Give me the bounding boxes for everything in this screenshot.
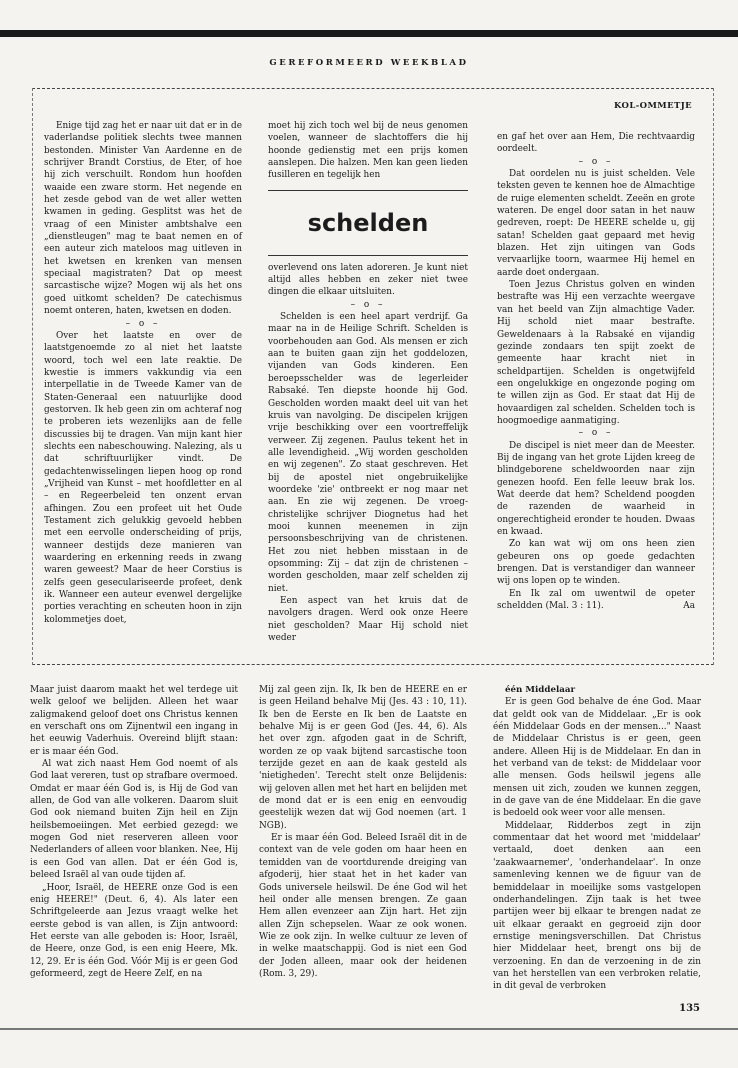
paragraph-text: En Ik zal om uwentwil de opeter scheldden (Mal. 3 : 11). <box>497 588 695 612</box>
lower-column-1 <box>30 684 238 980</box>
top-rule <box>0 30 738 37</box>
paragraph: Dat oordelen nu is juist schelden. Vele teksten geven te kennen hoe de Almachtige de ruige elementen scheldt. Zeeën en grote wateren. De engel door satan in het nauw gedreven, roept: De HEERE schelde u, gij satan! Schelden gaat gepaard met hevig blazen. Het zijn uitingen van Gods vervaarlijke toorn, waarmee Hij hemel en aarde doet ondergaan. <box>497 169 695 278</box>
paragraph: Schelden is een heel apart verdrijf. Ga maar na in de Heilige Schrift. Schelden is voorbehouden aan God. Als mensen er zich aan te buiten gaan zijn het goddelozen, vijanden van Gods kinderen. Een beroepsschelder was de legerleider Rabsaké. Ten diepste hoonde hij God. Gescholden worden maakt deel uit van het kruis van navolging. De discipelen krijgen vrije beschikking over een voortreffelijk verweer. Zij zegenen. Paulus tekent het in alle levendigheid. „Wij worden gescholden en wij zegenen". Zo staat geschreven. Het bij de apostel niet ongebruikelijke woordeke 'zie' ontbreekt er nog maar net aan. En zie wij zegenen. De vroeg-christelijke schrijver Diognetus had het mooi kunnen meenemen in zijn persoonsbeschrijving van de christenen. Het zou niet hebben misstaan in de opsomming: Zij – dat zijn de christenen – worden gescholden, maar zelf schelden zij niet. <box>268 312 468 594</box>
author-signature: Aa <box>683 601 695 612</box>
paragraph: De discipel is niet meer dan de Meester. Bij de ingang van het grote Lijden kreeg de blindgeborene scheldwoorden naar zijn genezen hoofd. Een felle leeuw brak los. Wat deerde dat hem? Scheldend poogden de razenden de waarheid in ongerechtigheid eronder te houden. Dwaas en kwaad. <box>497 440 695 537</box>
paragraph: moet hij zich toch wel bij de neus genomen voelen, wanneer de slachtoffers die hij hoonde gedienstig met een prijs komen aanslepen. Die halzen. Men kan geen lieden fusilleren en tegelijk hen <box>268 121 468 181</box>
section-heading: één Middelaar <box>505 685 576 695</box>
paragraph: Een aspect van het kruis dat de navolgers dragen. Werd ook onze Heere niet gescholden? Maar Hij schold niet weder <box>268 596 468 644</box>
paragraph: Al wat zich naast Hem God noemt of als God laat vereren, tust op strafbare overmoed. Omdat er maar één God is, is Hij de God van allen, de God van alle volkeren. Daarom sluit God ook niemand buiten Zijn heil en Zijn heilsbemoeiingen. Met eerbied gezegd: we mogen God niet reserveren alleen voor Nederlanders of alleen voor blanken. Nee, Hij is een God van allen. Dat er één God is, beleed Israël al van oude tijden af. <box>30 759 238 881</box>
paragraph: Enige tijd zag het er naar uit dat er in de vaderlandse politiek slechts twee mannen bestonden. Minister Van Aardenne en de schrijver Brandt Corstius, de Eter, of hoe hij zich verschuilt. Rondom hun hoofden waaide een zware storm. Het negende en het zesde gebod van de wet aller wetten kwamen in geding. Gesplitst was het de vraag of een Minister ambtshalve een „dienstleugen" mag te baat nemen en of een auteur zich mateloos mag uitleven in het kwetsen en krenken van mensen speciaal magistraten? Dat op meest sarcastische wijze? Mogen wij als het ons goed uitkomt schelden? De catechismus noemt onteren, haten, kwetsen en doden. <box>44 121 242 317</box>
paragraph: overlevend ons laten adoreren. Je kunt niet altijd alles hebben en zeker niet twee dingen die elkaar uitsluiten. <box>268 262 468 298</box>
box-column-3 <box>497 131 695 612</box>
paragraph: Over het laatste en over de laatstgenoemde zo al niet het laatste woord, toch wel een late reaktie. De kwestie is immers vakkundig via een interpellatie in de Tweede Kamer van de Staten-Generaal een natuurlijke dood gestorven. Ik heb geen zin om achteraf nog te proberen iets wezenlijks aan de felle discussies bij te dragen. Van mijn kant hier slechts een nabeschouwing. Nalezing, als u dat schriftuurlijker vindt. De gedachtenwisselingen liepen hoog op rond „Vrijheid van Kunst – met hoofdletter en al – en Regeerbeleid ten onzent ervan afhingen. Zou een profeet uit het Oude Testament zich gelukkig gevoeld hebben met een eervolle onderscheiding of prijs, wanneer destijds deze manieren van waardering en erkenning reeds in zwang waren geweest? Maar de heer Corstius is zelfs geen geseculariseerde profeet, denk ik. Wanneer een auteur evenwel dergelijke porties verachting en scheuten hoon in zijn kolommetjes doet, <box>44 330 242 625</box>
lower-column-2 <box>259 684 467 980</box>
article-title: schelden <box>307 208 429 237</box>
separator: – o – <box>125 318 161 329</box>
box-column-1 <box>44 120 242 626</box>
paragraph: Er is maar één God. Beleed Israël dit in de context van de vele goden om haar heen en temidden van de voortdurende dreiging van afgoderij, hier staat het in het kader van Gods universele heilswil. De éne God wil het heil onder alle mensen brengen. Ze gaan Hem allen evenzeer aan Zijn hart. Het zijn allen Zijn schepselen. Waar ze ook wonen. Wie ze ook zijn. In welke cultuur ze leven of in welke maatschappij. God is niet een God der Joden alleen, maar ook der heidenen (Rom. 3, 29). <box>259 833 467 979</box>
page-number: 135 <box>679 1003 700 1014</box>
paragraph <box>497 588 695 613</box>
paragraph: en gaf het over aan Hem, Die rechtvaardig oordeelt. <box>497 132 695 155</box>
bottom-rule <box>0 1028 738 1030</box>
separator: – o – <box>350 299 386 310</box>
paragraph: Maar juist daarom maakt het wel terdege uit welk geloof we belijden. Alleen het waar zaligmakend geloof doet ons Christus kennen en verschaft ons om Zijnentwil een ingang in het eeuwig Vaderhuis. Overeind blijft staan: er is maar één God. <box>30 685 238 757</box>
separator: – o – <box>578 428 614 439</box>
paragraph: Mij zal geen zijn. Ik, Ik ben de HEERE en er is geen Heiland behalve Mij (Jes. 43 : 10, 11). Ik ben de Eerste en Ik ben de Laatste en behalve Mij is er geen God (Jes. 44, 6). Als het over zgn. afgoden gaat in de Schrift, worden ze op vaak bijtend sarcastische toon terzijde gezet en aan de kaak gesteld als 'nietigheden'. Terecht stelt onze Belijdenis: wij geloven allen met het hart en belijden met de mond dat er is een enig en eenvoudig geestelijk wezen dat wij God noemen (art. 1 NGB). <box>259 685 467 831</box>
separator: – o – <box>578 156 614 167</box>
paragraph: Middelaar, Ridderbos zegt in zijn commentaar dat het woord met 'middelaar' vertaald, doet denken aan een 'zaakwaarnemer', 'onderhandelaar'. In onze samenleving kennen we de figuur van de bemiddelaar in moeilijke soms vastgelopen onderhandelingen. Zijn taak is het twee partijen weer bij elkaar te brengen nadat ze uit elkaar geraakt en gegroeid zijn door ernstige meningsverschillen. Dat Christus hier Middelaar heet, brengt ons bij de verzoening. En dan de verzoening in de zin van het herstellen van een verbroken relatie, in dit geval de verbroken <box>493 820 701 992</box>
paragraph: Er is geen God behalve de éne God. Maar dat geldt ook van de Middelaar. „Er is ook één Middelaar Gods en der mensen..." Naast de Middelaar Christus is er geen, geen andere. Alleen Hij is de Middelaar. En dan in het verband van de tekst: de Middelaar voor alle mensen. Gods heilswil jegens alle mensen uit zich, zouden we kunnen zeggen, in de gave van de éne Middelaar. En die gave is bedoeld ook weer voor alle mensen. <box>493 697 701 819</box>
lower-column-3 <box>493 684 701 993</box>
paragraph: „Hoor, Israël, de HEERE onze God is een enig HEERE!" (Deut. 6, 4). Als later een Schriftgeleerde aan Jezus vraagt welke het eerste gebod is van allen, is Zijn antwoord: Het eerste van alle geboden is: Hoor, Israël, de Heere, onze God, is een enig Heere, Mk. 12, 29. Er is één God. Vóór Mij is er geen God geformeerd, zegt de Heere Zelf, en na <box>30 882 238 979</box>
running-header: GEREFORMEERD WEEKBLAD <box>269 58 469 68</box>
article-title-box <box>268 190 468 256</box>
paragraph: Toen Jezus Christus golven en winden bestrafte was Hij een verzachte weergave van het beeld van Zijn almachtige Vader. Hij schold niet maar bestrafte. Geweldenaars à la Rabsaké en vijandig gezinde zondaars ten spijt zoekt de gemeente haar kracht niet in scheldpartijen. Schelden is ongetwijfeld een ongelukkige en ongezonde poging om te willen zijn as God. Er staat dat Hij de hovaardigen zal schelden. Schelden toch is hoogmoedige aanmatiging. <box>497 280 695 426</box>
paragraph: Zo kan wat wij om ons heen zien gebeuren ons op goede gedachten brengen. Dat is verstandiger dan wanneer wij ons lopen op te winden. <box>497 539 695 587</box>
box-column-2 <box>268 120 468 644</box>
column-label: KOL-OMMETJE <box>614 101 692 111</box>
